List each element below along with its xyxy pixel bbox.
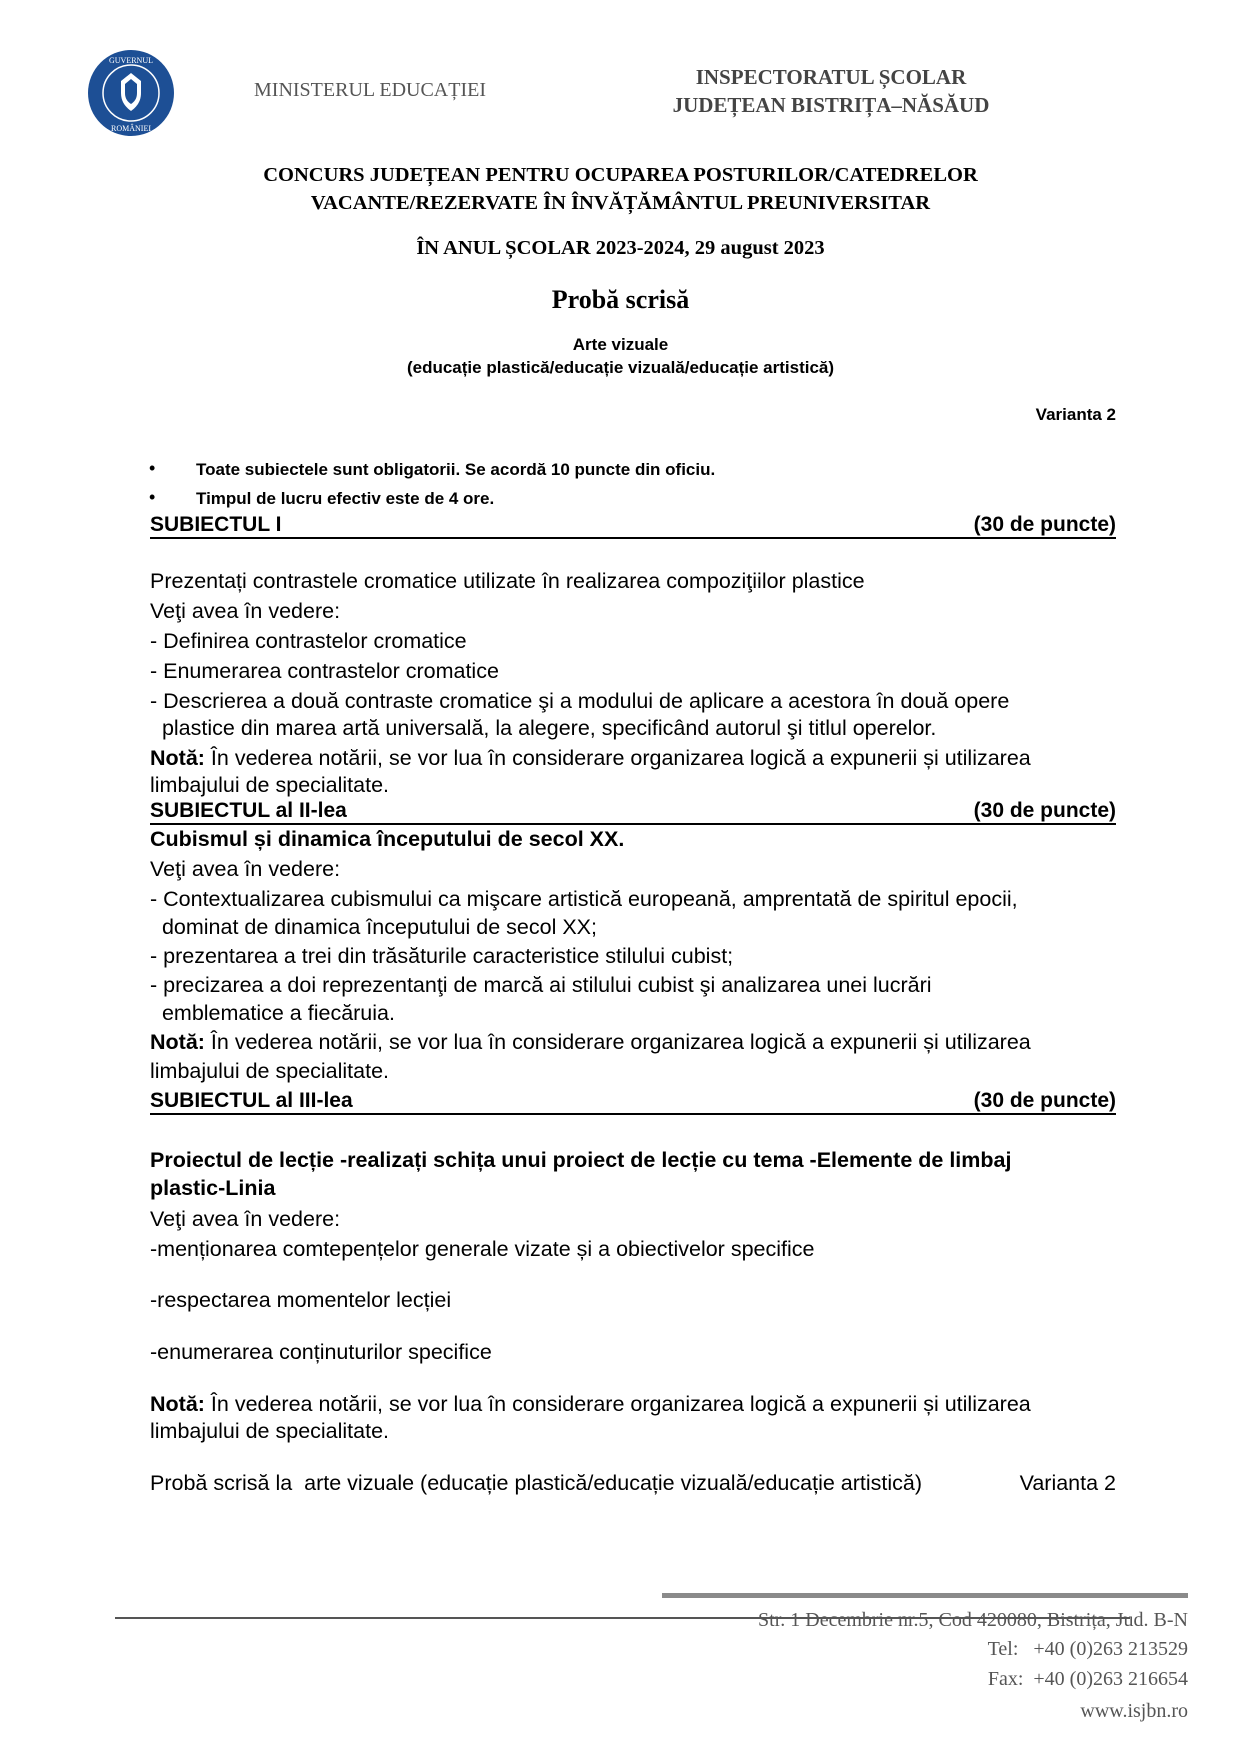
subject1-note: [150, 745, 1031, 771]
subject2-points: (30 de puncte): [973, 799, 1116, 822]
subject3-points: (30 de puncte): [973, 1089, 1116, 1112]
subject1-line: - Enumerarea contrastelor cromatice: [150, 659, 499, 683]
subject2-line: - precizarea a doi reprezentanţi de marcă ai stilului cubist şi analizarea unei lucrări: [150, 973, 932, 997]
instruction-item: Timpul de lucru efectiv este de 4 ore.: [196, 489, 495, 508]
contact-fax: [988, 1668, 1188, 1691]
subject3-heading: [150, 1089, 1116, 1115]
subject3-note: [150, 1391, 1031, 1417]
subject-detail: (educație plastică/educație vizuală/educație artistică): [406, 358, 835, 377]
subject2-note: [150, 1029, 1031, 1055]
fax-number: +40 (0)263 216654: [1033, 1668, 1188, 1690]
variant-label: Varianta 2: [1035, 405, 1116, 424]
note-label: Notă:: [150, 746, 205, 770]
subject3-line: -enumerarea conținuturilor specifice: [150, 1340, 492, 1364]
subject2-line: - Contextualizarea cubismului ca mişcare artistică europeană, amprentată de spiritul epocii,: [150, 887, 1018, 911]
subject-name: Arte vizuale: [572, 335, 669, 354]
subject2-line: Veţi avea în vedere:: [150, 857, 341, 881]
subject2-topic: Cubismul și dinamica începutului de secol XX.: [150, 827, 625, 851]
subject2-heading: [150, 799, 1116, 825]
instruction-bullet: •: [149, 458, 156, 478]
svg-text:GUVERNUL: GUVERNUL: [109, 56, 153, 65]
subject2-note-line2: limbajului de specialitate.: [150, 1059, 390, 1083]
note-label: Notă:: [150, 1392, 205, 1416]
page-footer-label: Probă scrisă la arte vizuale (educație plastică/educație vizuală/educație artistică): [150, 1471, 923, 1495]
subject1-line: - Definirea contrastelor cromatice: [150, 629, 467, 653]
subject2-line: - prezentarea a trei din trăsăturile caracteristice stilului cubist;: [150, 944, 734, 968]
subject1-line: Veţi avea în vedere:: [150, 599, 341, 623]
page-footer-variant: Varianta 2: [1019, 1471, 1116, 1495]
subject1-title: SUBIECTUL I: [150, 513, 282, 536]
subject3-line: -menționarea comtepențelor generale vizate și a obiectivelor specifice: [150, 1237, 815, 1261]
tel-label: Tel:: [987, 1638, 1019, 1660]
note-text: În vederea notării, se vor lua în considerare organizarea logică a expunerii și utilizarea: [204, 1392, 1031, 1416]
contact-website[interactable]: www.isjbn.ro: [1080, 1700, 1188, 1722]
instruction-bullet: •: [149, 487, 156, 507]
ministry-name: MINISTERUL EDUCAȚIEI: [254, 79, 487, 101]
exam-type: Probă scrisă: [551, 285, 690, 314]
subject2-line: dominat de dinamica începutului de secol XX;: [150, 915, 597, 939]
subject1-line: plastice din marea artă universală, la alegere, specificând autorul şi titlul operelor.: [150, 716, 937, 740]
note-text: În vederea notării, se vor lua în considerare organizarea logică a expunerii și utilizarea: [204, 1030, 1031, 1054]
note-text: În vederea notării, se vor lua în considerare organizarea logică a expunerii și utilizarea: [204, 746, 1031, 770]
subject1-heading: [150, 513, 1116, 539]
title-line2: VACANTE/REZERVATE ÎN ÎNVĂȚĂMÂNTUL PREUNIVERSITAR: [310, 192, 931, 214]
tel-number: +40 (0)263 213529: [1033, 1638, 1188, 1660]
subject1-line: - Descrierea a două contraste cromatice şi a modului de aplicare a acestora în două opere: [150, 689, 1010, 713]
government-logo: [87, 49, 175, 137]
instruction-item: Toate subiectele sunt obligatorii. Se acordă 10 puncte din oficiu.: [196, 460, 716, 479]
subject3-line: Veţi avea în vedere:: [150, 1207, 341, 1231]
subject3-note-line2: limbajului de specialitate.: [150, 1419, 390, 1443]
inspectorate-line1: INSPECTORATUL ȘCOLAR: [695, 65, 967, 89]
contact-tel: [988, 1638, 1188, 1661]
subject3-topic-line1: Proiectul de lecție -realizați schița unui proiect de lecție cu tema -Elemente de limbaj: [150, 1148, 1012, 1172]
contact-address: Str. 1 Decembrie nr.5, Cod 420080, Bistrița, Jud. B-N: [758, 1609, 1188, 1631]
title-line3: ÎN ANUL ȘCOLAR 2023-2024, 29 august 2023: [416, 237, 825, 259]
subject1-points: (30 de puncte): [973, 513, 1116, 536]
subject3-line: -respectarea momentelor lecției: [150, 1288, 452, 1312]
title-line1: CONCURS JUDEȚEAN PENTRU OCUPAREA POSTURILOR/CATEDRELOR: [263, 164, 978, 186]
subject2-title: SUBIECTUL al II-lea: [150, 799, 347, 822]
subject3-title: SUBIECTUL al III-lea: [150, 1089, 353, 1112]
fax-label: Fax:: [987, 1668, 1024, 1690]
inspectorate-line2: JUDEȚEAN BISTRIȚA–NĂSĂUD: [672, 93, 990, 117]
subject1-line: Prezentați contrastele cromatice utilizate în realizarea compoziţiilor plastice: [150, 569, 865, 593]
inspectorate-name: [631, 63, 1031, 119]
footer-bar: [662, 1593, 1188, 1598]
note-label: Notă:: [150, 1030, 205, 1054]
subject3-topic-line2: plastic-Linia: [150, 1176, 276, 1200]
svg-text:ROMÂNIEI: ROMÂNIEI: [111, 124, 151, 133]
subject2-line: emblematice a fiecăruia.: [150, 1001, 395, 1025]
subject1-note-line2: limbajului de specialitate.: [150, 773, 390, 797]
